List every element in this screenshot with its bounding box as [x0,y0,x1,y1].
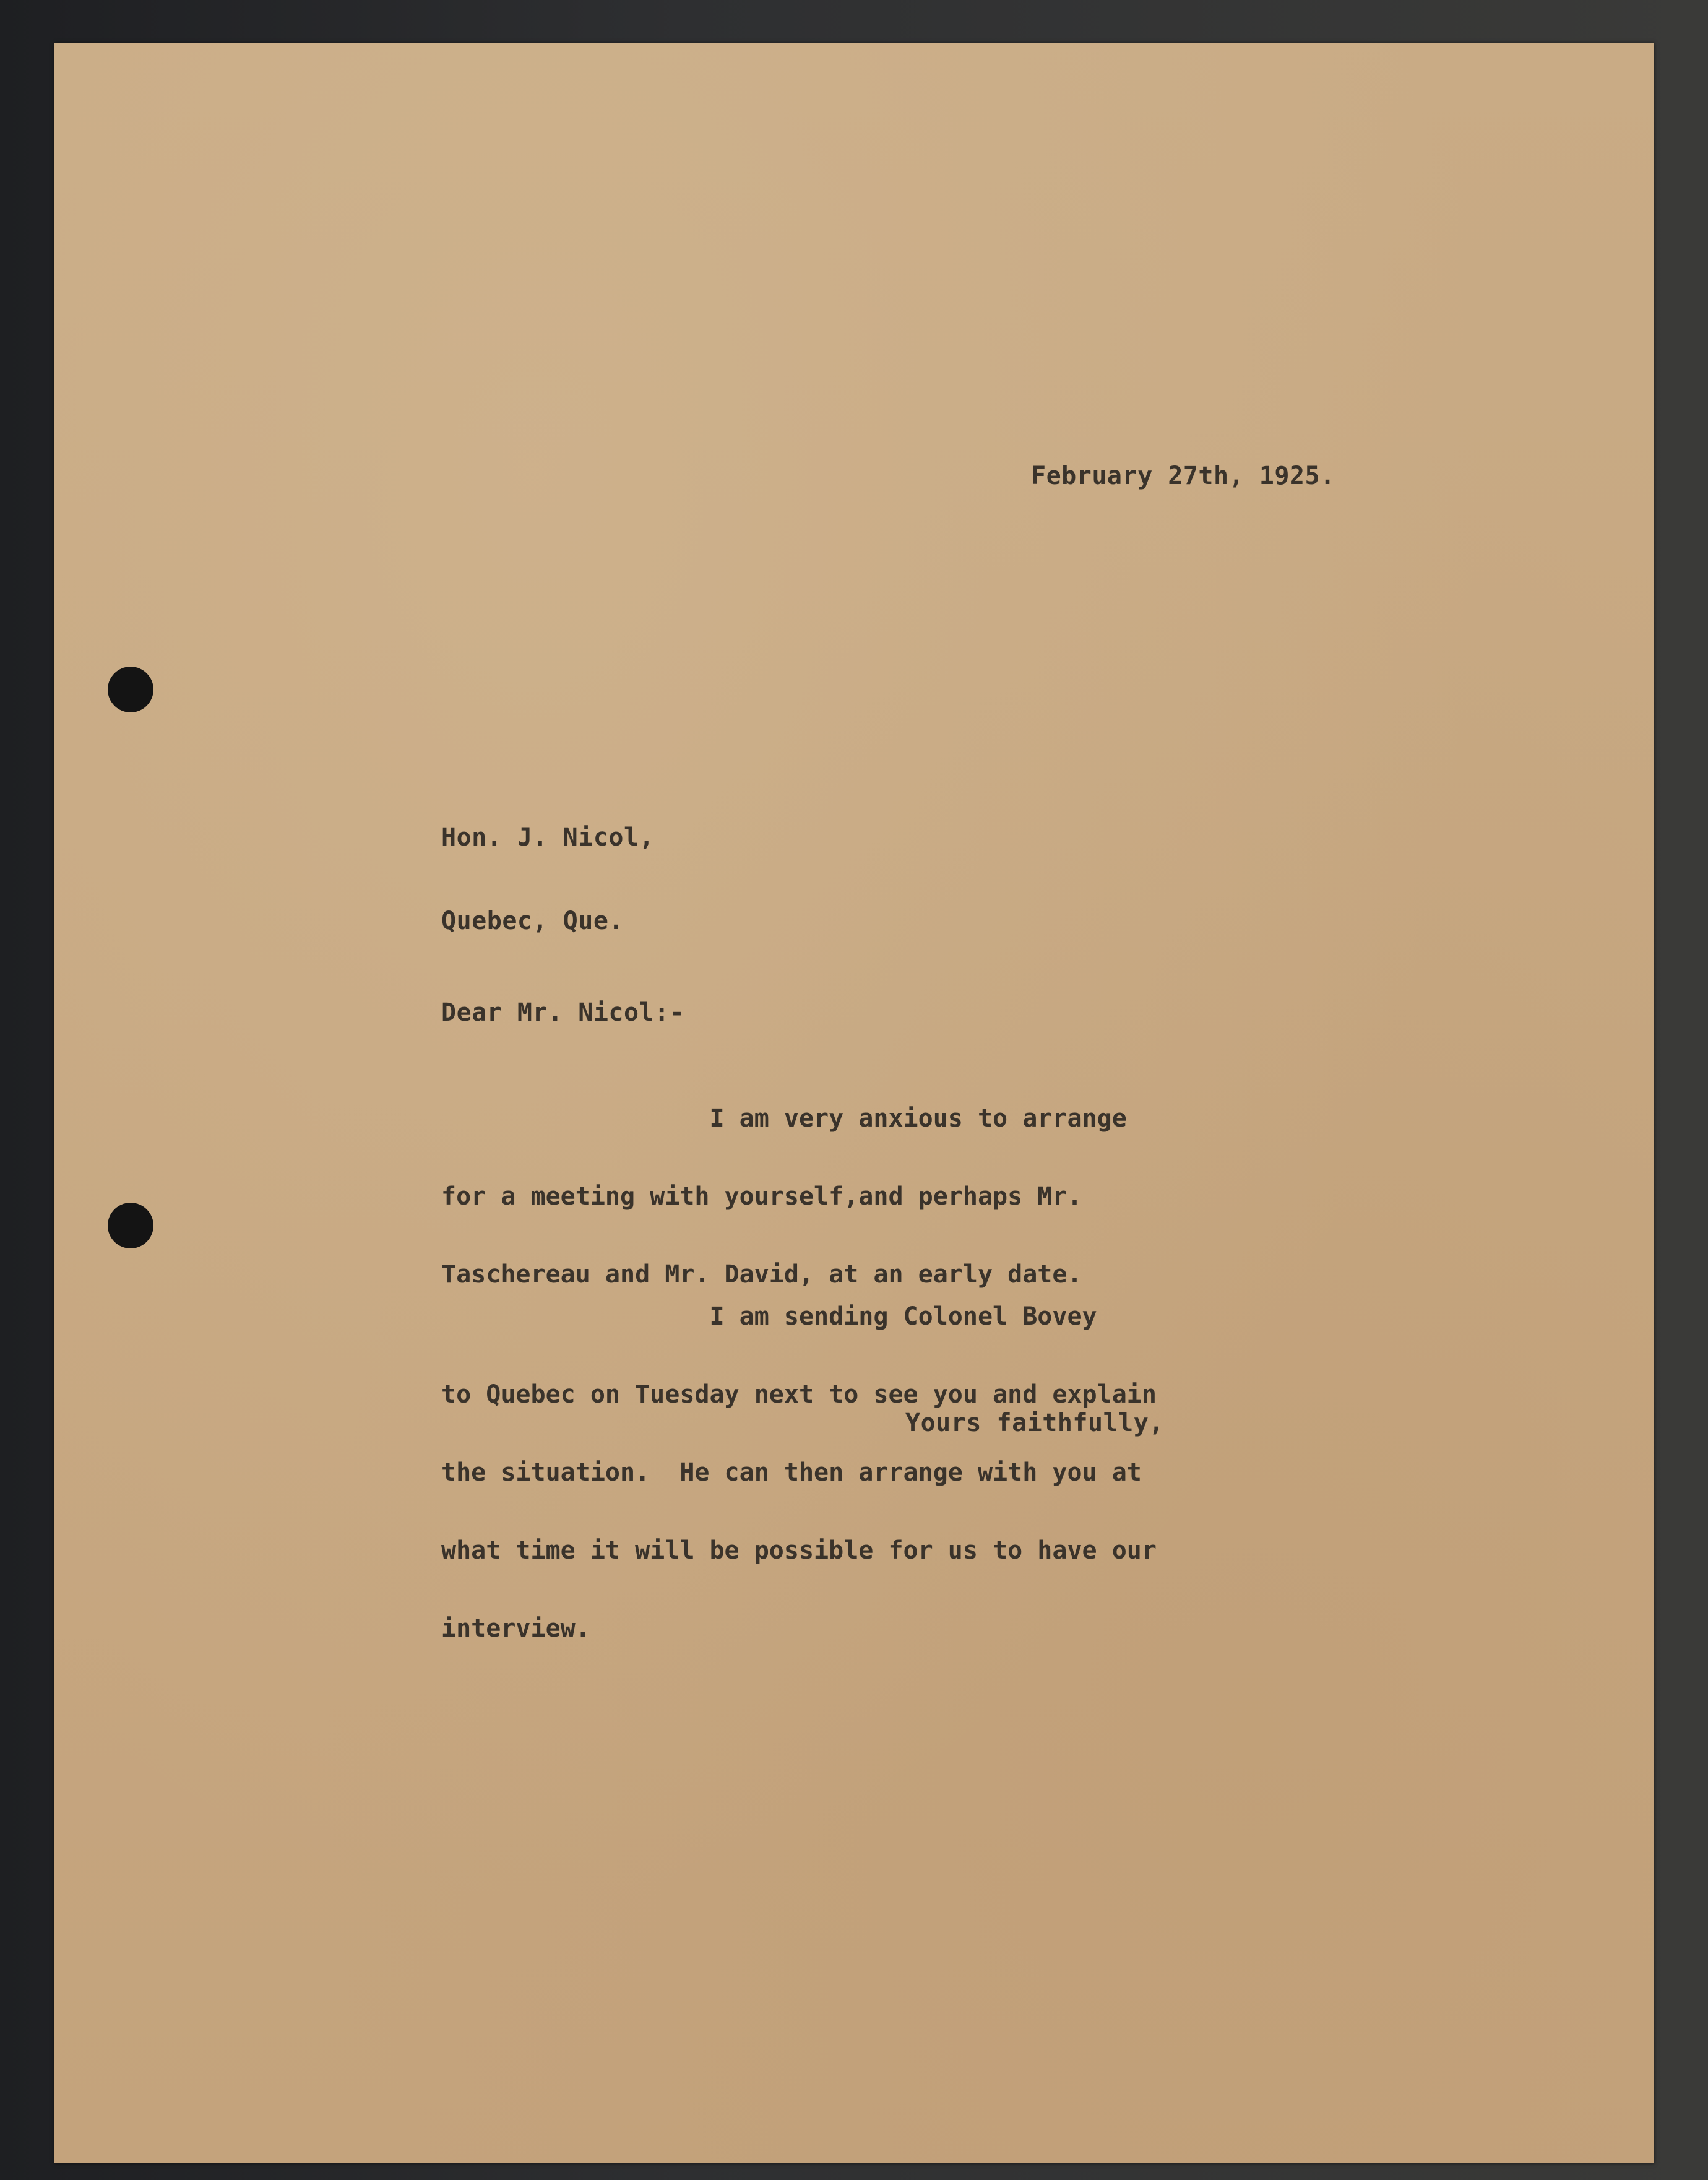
paragraph-line: interview. [441,1614,590,1643]
salutation: Dear Mr. Nicol:- [441,998,685,1027]
paragraph-line: what time it will be possible for us to have our [441,1536,1157,1565]
paragraph-line: the situation. He can then arrange with you at [441,1458,1142,1487]
letter-page [54,43,1654,2163]
letter-date: February 27th, 1925. [1031,462,1335,490]
body-paragraph-2 [441,1252,1157,1693]
closing: Yours faithfully, [905,1409,1164,1437]
address-line-city: Quebec, Que. [441,907,624,935]
punch-hole-bottom [108,1203,153,1248]
punch-hole-top [108,667,153,712]
paragraph-line: Taschereau and Mr. David, at an early date. [441,1260,1082,1289]
paragraph-line: to Quebec on Tuesday next to see you and explain [441,1380,1157,1409]
paragraph-line: I am very anxious to arrange [441,1104,1127,1133]
paragraph-line: for a meeting with yourself,and perhaps Mr. [441,1182,1082,1211]
paragraph-line: I am sending Colonel Bovey [441,1302,1097,1331]
address-line-name: Hon. J. Nicol, [441,823,655,852]
recipient-address [441,772,654,992]
